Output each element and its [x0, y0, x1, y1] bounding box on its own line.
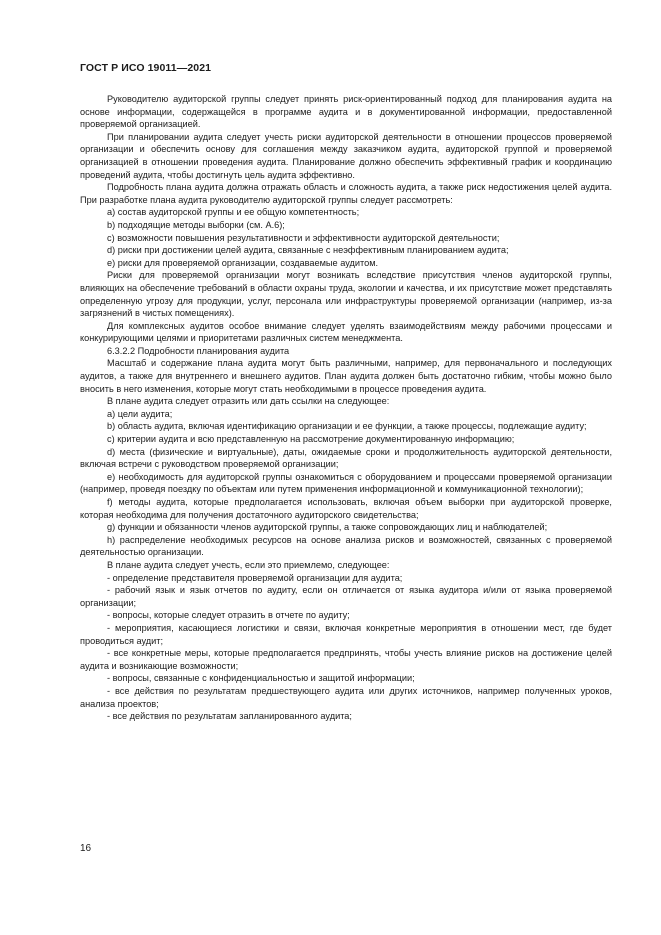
list-item: - все конкретные меры, которые предполагается предпринять, чтобы учесть влияние рисков на достижение целей аудита и возникающие возможности;: [80, 648, 612, 671]
list-item: a) цели аудита;: [107, 408, 173, 419]
list-item: c) критерии аудита и всю представленную на рассмотрение документированную информацию;: [107, 434, 515, 445]
paragraph: Для комплексных аудитов особое внимание следует уделять взаимодействиям между рабочими процессами и конкурирующими целями и приоритетами различных систем менеджмента.: [80, 320, 612, 344]
list-item: g) функции и обязанности членов аудиторской группы, а также сопровождающих лиц и наблюдателей;: [107, 522, 548, 533]
list-item: - вопросы, связанные с конфиденциальностью и защитой информации;: [107, 673, 415, 684]
list-item: - вопросы, которые следует отразить в отчете по аудиту;: [107, 610, 350, 621]
list-item: - все действия по результатам запланированного аудита;: [107, 711, 352, 722]
paragraph: В плане аудита следует отразить или дать ссылки на следующее:: [107, 396, 390, 407]
list-item: - все действия по результатам предшествующего аудита или других источников, например полученных уроков, анализа проектов;: [80, 685, 612, 709]
list-item: e) риски для проверяемой организации, создаваемые аудитом.: [107, 257, 379, 268]
page-number: 16: [80, 843, 92, 854]
list-item: a) состав аудиторской группы и ее общую компетентность;: [107, 207, 360, 218]
document-body: [80, 93, 612, 723]
list-item: f) методы аудита, которые предполагается использовать, включая объем выборки при аудиторской проверке, которая необходима для получения достаточного аудиторского свидетельства;: [80, 497, 612, 520]
list-item: c) возможности повышения результативности и эффективности аудиторской деятельности;: [107, 232, 500, 243]
document-header: ГОСТ Р ИСО 19011—2021: [80, 62, 212, 74]
paragraph: Масштаб и содержание плана аудита могут быть различными, например, для первоначального и последующих аудитов, а также для внутреннего и внешнего аудитов. План аудита должен быть достаточно гибким, чтобы можно было вносить в него изменения, которые могут стать необходимыми в процессе проведения аудита.: [80, 358, 612, 394]
paragraph: Подробность плана аудита должна отражать область и сложность аудита, а также риск недостижения целей аудита. При разработке плана аудита руководителю аудиторской группы следует рассмотреть:: [80, 182, 612, 205]
section-heading: 6.3.2.2 Подробности планирования аудита: [107, 345, 290, 356]
list-item: - рабочий язык и язык отчетов по аудиту, если он отличается от языка аудитора и/или от языка проверяемой организации;: [80, 585, 612, 608]
list-item: b) подходящие методы выборки (см. А.6);: [107, 219, 285, 230]
list-item: - определение представителя проверяемой организации для аудита;: [107, 572, 403, 583]
paragraph: Руководителю аудиторской группы следует принять риск-ориентированный подход для планирования аудита на основе информации, содержащейся в программе аудита и в документированной информации, предоставленной проверяемой организацией.: [80, 94, 612, 130]
paragraph: При планировании аудита следует учесть риски аудиторской деятельности в отношении процессов проверяемой организации и обеспечить основу для соглашения между заказчиком аудита, аудиторской группой и проверяемой организацией в отношении проведения аудита. Планирование должно обеспечить эффективный график и координацию проведений аудита, чтобы достигнуть цель аудита эффективно.: [80, 131, 612, 180]
list-item: e) необходимость для аудиторской группы ознакомиться с оборудованием и процессами проверяемой организации (например, проведя поездку по объектам или путем применения информационной и коммуникационной технологии);: [80, 471, 612, 495]
list-item: d) риски при достижении целей аудита, связанные с неэффективным планированием аудита;: [107, 245, 509, 256]
list-item: - мероприятия, касающиеся логистики и связи, включая конкретные мероприятия в отношении мест, где будет проводиться аудит;: [80, 622, 612, 646]
list-item: d) места (физические и виртуальные), даты, ожидаемые сроки и продолжительность аудиторской деятельности, включая встречи с руководством проверяемой организации;: [80, 446, 612, 470]
paragraph: Риски для проверяемой организации могут возникать вследствие присутствия членов аудиторской группы, влияющих на обеспечение требований в области охраны труда, экологии и качества, и их присутствие может представлять определенную угрозу для продукции, услуг, персонала или инфраструктуры проверяемой организации (например, из-за загрязнений в чистых помещениях).: [80, 270, 612, 319]
paragraph: В плане аудита следует учесть, если это приемлемо, следующее:: [107, 559, 390, 570]
list-item: b) область аудита, включая идентификацию организации и ее функции, а также процессы, подлежащие аудиту;: [107, 421, 587, 432]
list-item: h) распределение необходимых ресурсов на основе анализа рисков и возможностей, связанных с проверяемой деятельностью организации.: [80, 534, 612, 558]
